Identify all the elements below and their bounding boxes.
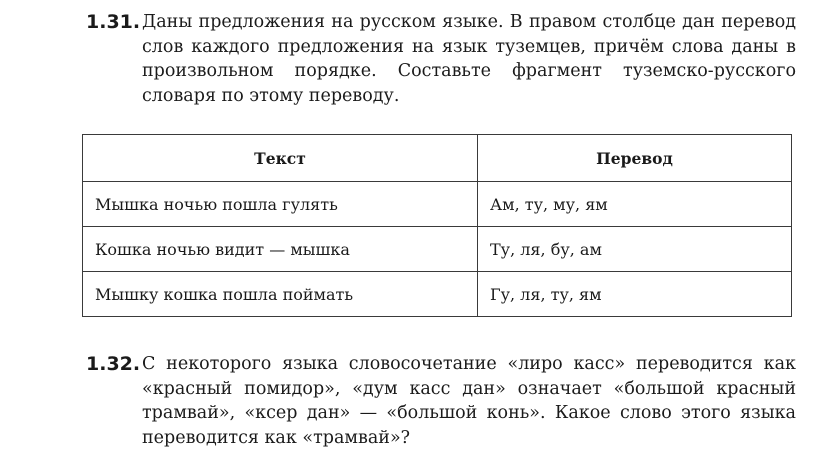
table-row	[83, 227, 792, 272]
cell-translation: Ту, ля, бу, ам	[478, 227, 792, 272]
problem-1-31	[86, 10, 796, 108]
problem-1-32	[86, 352, 796, 450]
cell-translation: Ам, ту, му, ям	[478, 182, 792, 227]
problem-number: 1.31.	[86, 11, 141, 33]
cell-translation: Гу, ля, ту, ям	[478, 272, 792, 317]
problem-number: 1.32.	[86, 353, 141, 375]
translation-table	[82, 134, 792, 317]
header-translation: Перевод	[478, 135, 792, 182]
cell-text: Мышка ночью пошла гулять	[83, 182, 478, 227]
problem-text: С некоторого языка словосочетание «лиро касс» переводится как «красный помидор», «дум касс дан» означает «большой красный трамвай», «ксер дан» — «большой конь». Какое слово этого языка переводится как «трамвай»?	[142, 354, 796, 448]
table-row	[83, 182, 792, 227]
problem-text: Даны предложения на русском языке. В правом столбце дан перевод слов каждого предложения на язык туземцев, причём слова даны в произвольном порядке. Составьте фрагмент туземско-русского словаря по этому переводу.	[142, 12, 796, 106]
table-header-row	[83, 135, 792, 182]
cell-text: Мышку кошка пошла поймать	[83, 272, 478, 317]
header-text: Текст	[83, 135, 478, 182]
cell-text: Кошка ночью видит — мышка	[83, 227, 478, 272]
table-row	[83, 272, 792, 317]
